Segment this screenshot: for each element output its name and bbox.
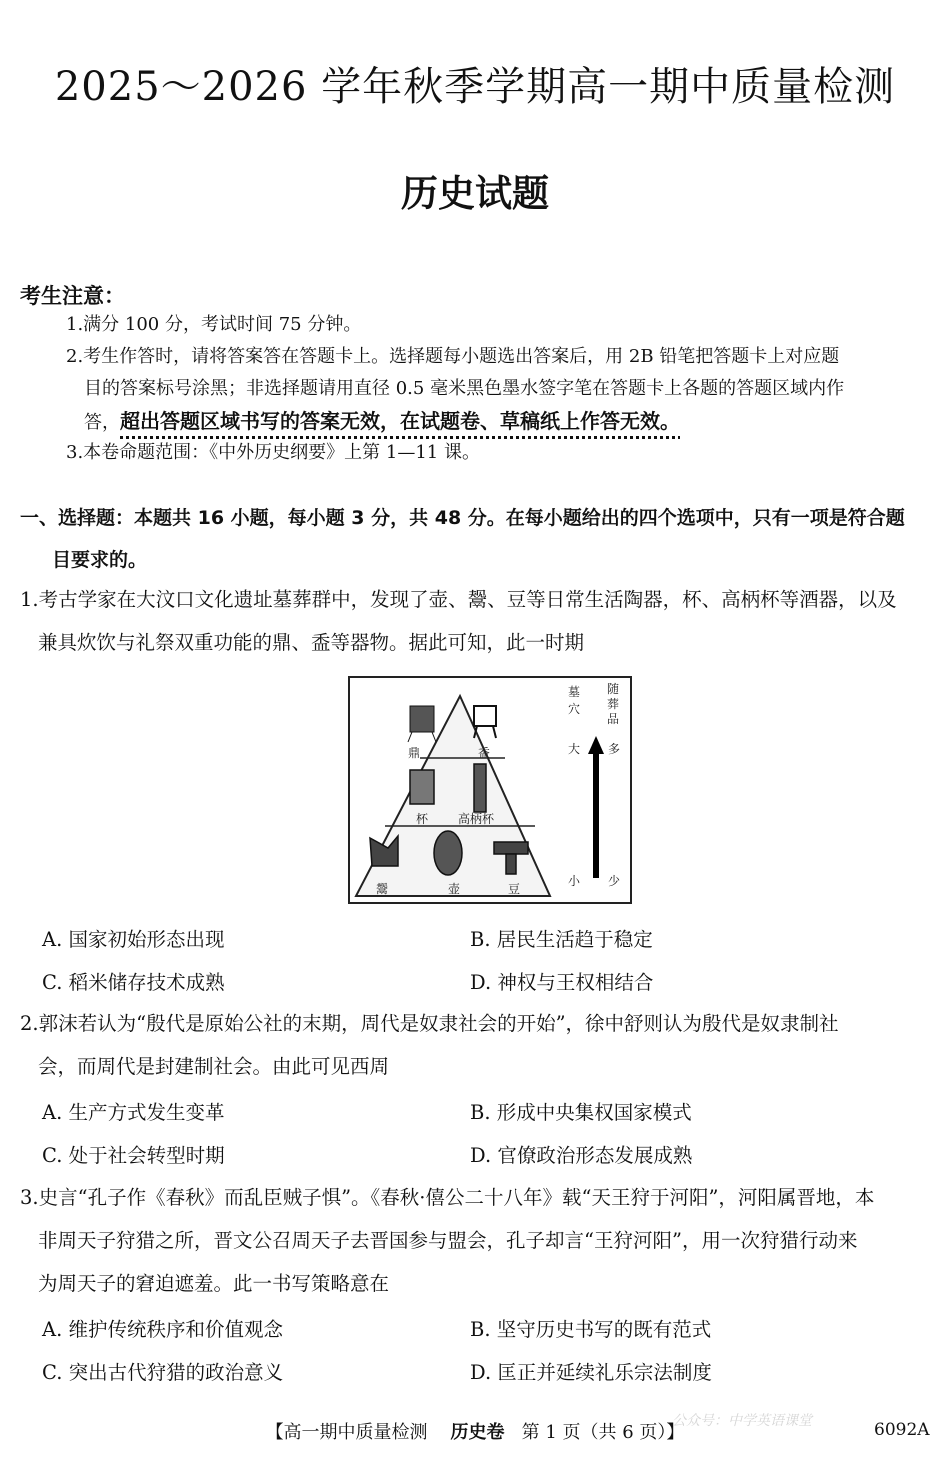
exam-title: 2025～2026 学年秋季学期高一期中质量检测 — [54, 64, 896, 110]
page-footer — [0, 1418, 950, 1444]
q1-option-d: D. 神权与王权相结合 — [470, 971, 654, 994]
question-1-figure — [348, 676, 632, 904]
watermark: 公众号：中学英语课堂 — [672, 1413, 812, 1429]
q2-option-a: A. 生产方式发生变革 — [42, 1101, 225, 1124]
notice-item-1: 1.满分 100 分，考试时间 75 分钟。 — [66, 314, 362, 335]
ding-vessel-icon — [408, 706, 436, 742]
label-bei: 杯 — [416, 812, 429, 826]
question-1-line2: 兼具炊饮与礼祭双重功能的鼎、盉等器物。据此可知，此一时期 — [38, 631, 585, 654]
axis-left-top: 大 — [568, 742, 581, 756]
burial-pyramid-diagram — [350, 678, 630, 902]
axis-right-top: 多 — [608, 742, 621, 756]
axis-left-bottom: 小 — [568, 874, 581, 888]
q1-option-c: C. 稻米储存技术成熟 — [42, 971, 225, 994]
notice-item-2-emphasis: 超出答题区域书写的答案无效，在试题卷、草稿纸上作答无效。 — [120, 409, 680, 433]
label-he: 盉 — [478, 746, 491, 760]
notice-heading: 考生注意： — [20, 284, 125, 308]
question-2-stem — [20, 1002, 935, 1088]
q2-option-b: B. 形成中央集权国家模式 — [470, 1101, 692, 1124]
notice-item-3: 3.本卷命题范围：《中外历史纲要》上第 1—11 课。 — [66, 442, 480, 463]
q2-option-d: D. 官僚政治形态发展成熟 — [470, 1144, 693, 1167]
q3-option-b: B. 坚守历史书写的既有范式 — [470, 1318, 712, 1341]
footer-exam-name: 【高一期中质量检测 — [265, 1422, 428, 1443]
label-hu: 壶 — [448, 882, 461, 896]
q3-option-c: C. 突出古代狩猎的政治意义 — [42, 1361, 284, 1384]
q2-option-c: C. 处于社会转型时期 — [42, 1144, 225, 1167]
axis-right-bottom: 少 — [608, 874, 621, 888]
notice-item-2-line2: 目的答案标号涂黑；非选择题请用直径 0.5 毫米黑色墨水签字笔在答题卡上各题的答题区域内作 — [84, 378, 845, 399]
notice-item-2 — [66, 341, 936, 439]
q3-option-a: A. 维护传统秩序和价值观念 — [42, 1318, 283, 1341]
footer-subject: 历史卷 — [450, 1422, 505, 1443]
question-3-line2: 非周天子狩猎之所，晋文公召周天子去晋国参与盟会，孔子却言“王狩河阳”，用一次狩猎行动来 — [38, 1229, 858, 1252]
section-1-line1: 一、选择题：本题共 16 小题，每小题 3 分，共 48 分。在每小题给出的四个选项中，只有一项是符合题 — [20, 507, 905, 529]
question-2-line1: 2.郭沫若认为“殷代是原始公社的末期，周代是奴隶社会的开始”，徐中舒则认为殷代是奴隶制社 — [20, 1012, 839, 1035]
question-2-line2: 会，而周代是封建制社会。由此可见西周 — [38, 1055, 390, 1078]
question-3-line1: 3.史言“孔子作《春秋》而乱臣贼子惧”。《春秋·僖公二十八年》载“天王狩于河阳”，河阳属晋地，本 — [20, 1186, 875, 1209]
tall-stem-cup-icon — [474, 764, 486, 812]
axis-left-title: 墓穴 — [568, 685, 581, 716]
q1-option-b: B. 居民生活趋于稳定 — [470, 928, 653, 951]
notice-item-2-plain: 答， — [84, 412, 120, 433]
section-1-line2: 目要求的。 — [52, 549, 148, 571]
cup-vessel-icon — [410, 770, 434, 804]
hu-vessel-icon — [434, 831, 462, 875]
label-gaobingbei: 高柄杯 — [458, 812, 495, 826]
label-ding: 鼎 — [408, 746, 421, 760]
axis-right-title: 随葬品 — [607, 682, 620, 726]
q3-option-d: D. 匡正并延续礼乐宗法制度 — [470, 1361, 712, 1384]
question-3-stem — [20, 1176, 935, 1305]
exam-subtitle: 历史试题 — [401, 172, 549, 215]
notice-item-2-line1: 2.考生作答时，请将答案答在答题卡上。选择题每小题选出答案后，用 2B 铅笔把答题卡上对应题 — [66, 346, 840, 367]
footer-page-number: 第 1 页（共 6 页）】 — [521, 1422, 685, 1443]
question-1-stem — [20, 578, 935, 664]
scale-arrow-head — [588, 736, 604, 754]
section-1-heading — [20, 497, 935, 581]
notice-item-2-line3 — [66, 405, 936, 439]
label-gui: 鬶 — [376, 882, 389, 896]
label-dou: 豆 — [508, 882, 521, 896]
q1-option-a: A. 国家初始形态出现 — [42, 928, 225, 951]
question-1-line1: 1.考古学家在大汶口文化遗址墓葬群中，发现了壶、鬶、豆等日常生活陶器，杯、高柄杯等酒器，以及 — [20, 588, 897, 611]
paper-code: 6092A — [874, 1420, 930, 1440]
question-3-line3: 为周天子的窘迫遮羞。此一书写策略意在 — [38, 1272, 390, 1295]
